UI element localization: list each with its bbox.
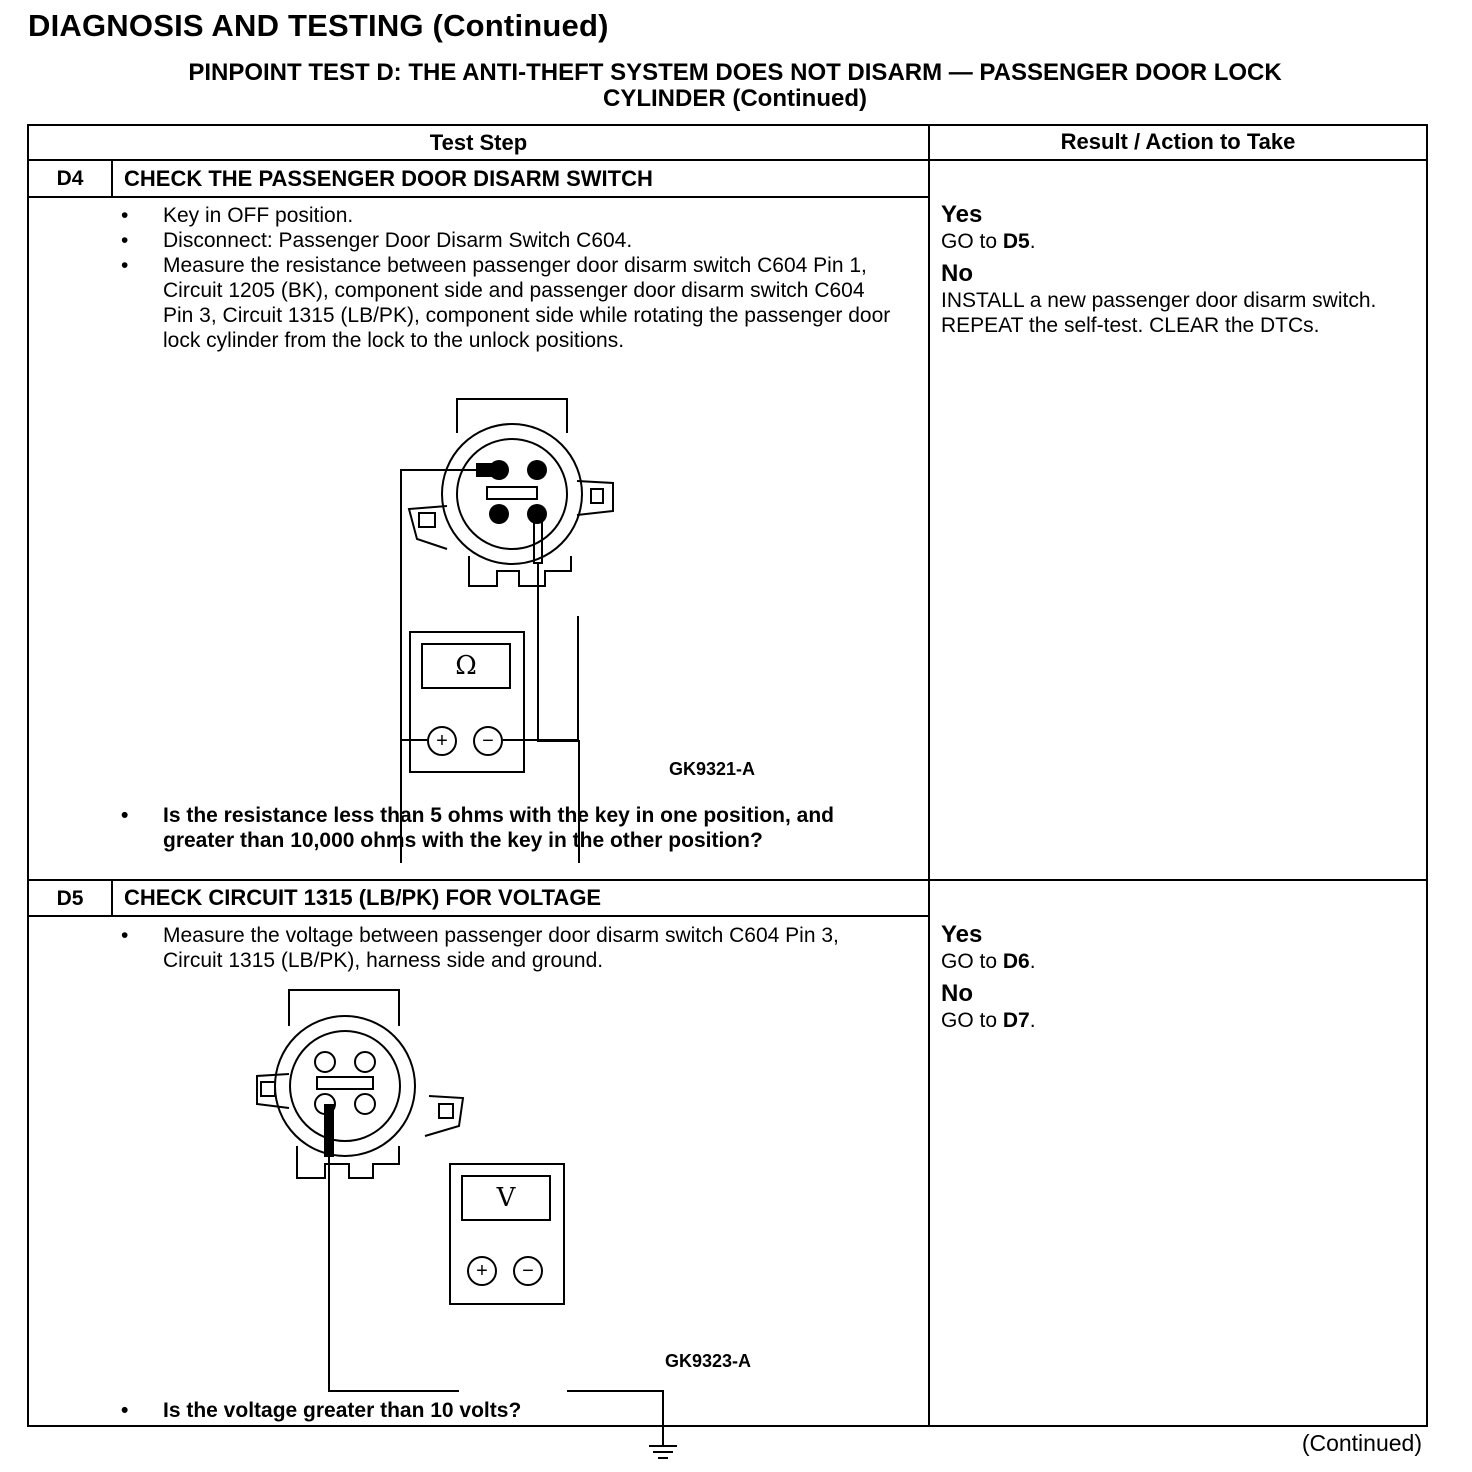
header-result-action: Result / Action to Take <box>1060 129 1296 154</box>
list-item: • Is the voltage greater than 10 volts? <box>121 1398 881 1423</box>
figure-code-d5: GK9323-A <box>665 1351 752 1371</box>
d4-question <box>121 803 911 853</box>
no-label: No <box>941 980 973 1007</box>
page-heading: DIAGNOSIS AND TESTING (Continued) <box>28 8 609 43</box>
d5-results <box>941 921 1411 1033</box>
no-action: INSTALL a new passenger door disarm switch. REPEAT the self-test. CLEAR the DTCs. <box>941 289 1377 337</box>
list-item: • Key in OFF position. <box>121 203 891 228</box>
d5-title-divider <box>29 915 928 917</box>
pinpoint-test-title <box>60 60 1410 112</box>
ohmmeter <box>409 631 525 773</box>
voltmeter <box>449 1163 565 1305</box>
yes-label: Yes <box>941 201 983 228</box>
continued-note: (Continued) <box>1301 1430 1422 1456</box>
d5-question <box>121 1398 881 1423</box>
d4-wire-right <box>503 739 579 741</box>
test-table <box>27 124 1428 1427</box>
step-id-d4: D4 <box>56 167 84 190</box>
list-item: • Measure the voltage between passenger door disarm switch C604 Pin 3, Circuit 1315 (LB/PK), harness side and ground. <box>121 923 881 973</box>
goto-link-d7[interactable]: D7 <box>1002 1009 1030 1032</box>
yes-action: GO to D6. <box>941 950 1036 973</box>
d4-id-divider <box>111 161 113 198</box>
d4-results <box>941 201 1411 338</box>
plus-terminal: + <box>467 1256 497 1286</box>
list-item: • Is the resistance less than 5 ohms with the key in one position, and greater than 10,000 ohms with the key in the other position? <box>121 803 911 853</box>
goto-link-d6[interactable]: D6 <box>1002 950 1030 973</box>
step-divider <box>29 879 1426 881</box>
voltmeter-display: V <box>461 1175 551 1221</box>
pinpoint-title-line2: CYLINDER (Continued) <box>603 85 867 112</box>
step-title-d4: CHECK THE PASSENGER DOOR DISARM SWITCH <box>124 166 653 191</box>
list-item: • Measure the resistance between passenger door disarm switch C604 Pin 1, Circuit 1205 (BK), component side and passenger door disarm switch C604 Pin 3, Circuit 1315 (LB/PK), component side while rotating the passenger door lock cylinder from the lock to the unlock positions. <box>121 253 891 353</box>
d5-instructions <box>121 923 881 973</box>
no-action: GO to D7. <box>941 1009 1036 1032</box>
d4-title-divider <box>29 196 928 198</box>
figure-code-d4: GK9321-A <box>669 759 756 779</box>
minus-terminal: − <box>473 726 503 756</box>
header-test-step: Test Step <box>429 130 528 155</box>
plus-terminal: + <box>427 726 457 756</box>
minus-terminal: − <box>513 1256 543 1286</box>
d4-instructions <box>121 203 891 353</box>
yes-action: GO to D5. <box>941 230 1036 253</box>
yes-label: Yes <box>941 921 983 948</box>
header-divider <box>29 159 1426 161</box>
column-divider <box>928 126 930 1425</box>
d4-wire-right-vert <box>577 616 579 740</box>
goto-link-d5[interactable]: D5 <box>1002 230 1030 253</box>
ohmmeter-display: Ω <box>421 643 511 689</box>
step-title-d5: CHECK CIRCUIT 1315 (LB/PK) FOR VOLTAGE <box>124 885 602 910</box>
d4-wire-left <box>401 739 427 741</box>
no-label: No <box>941 260 973 287</box>
list-item: • Disconnect: Passenger Door Disarm Switch C604. <box>121 228 891 253</box>
d5-id-divider <box>111 881 113 917</box>
pinpoint-title-line1: PINPOINT TEST D: THE ANTI-THEFT SYSTEM DOES NOT DISARM — PASSENGER DOOR LOCK <box>188 59 1282 86</box>
step-id-d5: D5 <box>56 887 84 910</box>
